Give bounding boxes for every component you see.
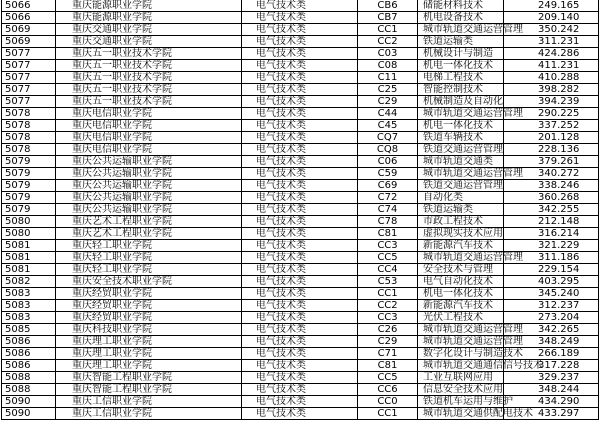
school-name-cell: 重庆艺术工程职业学院: [56, 216, 242, 228]
category-cell: 电气技术类: [242, 60, 358, 72]
score-cell: 209.140: [504, 12, 599, 24]
score-cell: 403.295: [504, 276, 599, 288]
school-name-cell: 重庆五一职业技术学院: [56, 72, 242, 84]
major-name-cell: 数字化设计与制造技术: [418, 348, 504, 360]
table-row: [2, 72, 599, 84]
major-name-cell: 市政工程技术: [418, 216, 504, 228]
major-name-cell: 铁道运输类: [418, 204, 504, 216]
major-name-cell: 电梯工程技术: [418, 72, 504, 84]
table-row: [2, 156, 599, 168]
school-code-cell: 5077: [2, 84, 56, 96]
school-code-cell: 5083: [2, 288, 56, 300]
major-name-cell: 虚拟现实技术应用: [418, 228, 504, 240]
major-code-cell: CC3: [358, 312, 418, 324]
major-name-cell: 城市轨道交通运营管理: [418, 168, 504, 180]
school-code-cell: 5078: [2, 120, 56, 132]
category-cell: 电气技术类: [242, 288, 358, 300]
category-cell: 电气技术类: [242, 372, 358, 384]
major-name-cell: 机电一体化技术: [418, 288, 504, 300]
score-cell: 249.165: [504, 0, 599, 12]
school-name-cell: 重庆公共运输职业学院: [56, 180, 242, 192]
school-name-cell: 重庆工信职业学院: [56, 396, 242, 408]
school-code-cell: 5077: [2, 60, 56, 72]
category-cell: 电气技术类: [242, 84, 358, 96]
category-cell: 电气技术类: [242, 168, 358, 180]
school-name-cell: 重庆经贸职业学院: [56, 300, 242, 312]
school-name-cell: 重庆能源职业学院: [56, 12, 242, 24]
major-code-cell: CC5: [358, 252, 418, 264]
school-code-cell: 5086: [2, 360, 56, 372]
score-cell: 317.228: [504, 360, 599, 372]
school-name-cell: 重庆五一职业技术学院: [56, 84, 242, 96]
category-cell: 电气技术类: [242, 396, 358, 408]
school-name-cell: 重庆智能工程职业学院: [56, 372, 242, 384]
major-name-cell: 城市轨道交通运营管理: [418, 336, 504, 348]
score-cell: 348.249: [504, 336, 599, 348]
major-code-cell: C72: [358, 192, 418, 204]
table-row: [2, 264, 599, 276]
school-name-cell: 重庆电信职业学院: [56, 132, 242, 144]
major-name-cell: 铁道车辆技术: [418, 132, 504, 144]
major-name-cell: 安全技术与管理: [418, 264, 504, 276]
major-name-cell: 电气自动化技术: [418, 276, 504, 288]
school-code-cell: 5079: [2, 192, 56, 204]
school-code-cell: 5086: [2, 336, 56, 348]
table-row: [2, 372, 599, 384]
major-name-cell: 城市轨道交通通信信号技术: [418, 360, 504, 372]
major-code-cell: C59: [358, 168, 418, 180]
major-name-cell: 机电一体化技术: [418, 60, 504, 72]
score-cell: 312.237: [504, 300, 599, 312]
score-cell: 212.148: [504, 216, 599, 228]
school-name-cell: 重庆智能工程职业学院: [56, 384, 242, 396]
table-row: [2, 384, 599, 396]
table-body: [2, 0, 599, 420]
score-cell: 342.255: [504, 204, 599, 216]
school-name-cell: 重庆轻工职业学院: [56, 264, 242, 276]
major-name-cell: 机电一体化技术: [418, 120, 504, 132]
school-code-cell: 5069: [2, 24, 56, 36]
school-code-cell: 5081: [2, 264, 56, 276]
school-name-cell: 重庆科技职业学院: [56, 324, 242, 336]
major-name-cell: 智能控制技术: [418, 84, 504, 96]
score-cell: 337.252: [504, 120, 599, 132]
category-cell: 电气技术类: [242, 144, 358, 156]
category-cell: 电气技术类: [242, 384, 358, 396]
major-code-cell: CC1: [358, 24, 418, 36]
school-code-cell: 5077: [2, 96, 56, 108]
table-row: [2, 120, 599, 132]
school-code-cell: 5078: [2, 132, 56, 144]
major-name-cell: 城市轨道交通运营管理: [418, 108, 504, 120]
major-code-cell: C29: [358, 336, 418, 348]
school-name-cell: 重庆理工职业学院: [56, 336, 242, 348]
school-name-cell: 重庆公共运输职业学院: [56, 204, 242, 216]
school-name-cell: 重庆电信职业学院: [56, 144, 242, 156]
school-code-cell: 5066: [2, 12, 56, 24]
score-cell: 434.290: [504, 396, 599, 408]
major-name-cell: 新能源汽车技术: [418, 240, 504, 252]
score-cell: 228.136: [504, 144, 599, 156]
major-name-cell: 铁道机车运用与维护: [418, 396, 504, 408]
school-code-cell: 5081: [2, 252, 56, 264]
school-name-cell: 重庆工信职业学院: [56, 408, 242, 420]
table-row: [2, 48, 599, 60]
major-code-cell: C78: [358, 216, 418, 228]
school-code-cell: 5079: [2, 204, 56, 216]
school-code-cell: 5082: [2, 276, 56, 288]
major-code-cell: C26: [358, 324, 418, 336]
score-cell: 201.128: [504, 132, 599, 144]
major-name-cell: 新能源汽车技术: [418, 300, 504, 312]
category-cell: 电气技术类: [242, 96, 358, 108]
table-row: [2, 408, 599, 420]
school-name-cell: 重庆经贸职业学院: [56, 312, 242, 324]
table-row: [2, 312, 599, 324]
table-row: [2, 228, 599, 240]
score-cell: 329.237: [504, 372, 599, 384]
school-name-cell: 重庆电信职业学院: [56, 120, 242, 132]
major-code-cell: CC0: [358, 396, 418, 408]
school-code-cell: 5066: [2, 0, 56, 12]
category-cell: 电气技术类: [242, 108, 358, 120]
major-name-cell: 城市轨道交通运营管理: [418, 252, 504, 264]
major-code-cell: C44: [358, 108, 418, 120]
score-cell: 290.225: [504, 108, 599, 120]
major-name-cell: 储能材料技术: [418, 0, 504, 12]
major-code-cell: CC4: [358, 264, 418, 276]
major-name-cell: 城市轨道交通运营管理: [418, 24, 504, 36]
major-name-cell: 城市轨道交通运营管理: [418, 324, 504, 336]
score-cell: 433.297: [504, 408, 599, 420]
table-row: [2, 240, 599, 252]
school-name-cell: 重庆理工职业学院: [56, 360, 242, 372]
major-code-cell: C81: [358, 228, 418, 240]
school-code-cell: 5069: [2, 36, 56, 48]
table-row: [2, 360, 599, 372]
table-row: [2, 36, 599, 48]
major-code-cell: CC1: [358, 408, 418, 420]
table-row: [2, 144, 599, 156]
category-cell: 电气技术类: [242, 348, 358, 360]
school-name-cell: 重庆轻工职业学院: [56, 240, 242, 252]
major-code-cell: CQ8: [358, 144, 418, 156]
school-name-cell: 重庆公共运输职业学院: [56, 156, 242, 168]
table-row: [2, 96, 599, 108]
school-name-cell: 重庆公共运输职业学院: [56, 168, 242, 180]
category-cell: 电气技术类: [242, 156, 358, 168]
score-cell: 338.246: [504, 180, 599, 192]
major-name-cell: 机电设备技术: [418, 12, 504, 24]
major-code-cell: C25: [358, 84, 418, 96]
table-row: [2, 168, 599, 180]
score-cell: 394.239: [504, 96, 599, 108]
category-cell: 电气技术类: [242, 132, 358, 144]
table-row: [2, 336, 599, 348]
score-cell: 348.244: [504, 384, 599, 396]
category-cell: 电气技术类: [242, 324, 358, 336]
score-cell: 311.231: [504, 36, 599, 48]
table-row: [2, 24, 599, 36]
major-code-cell: CC1: [358, 288, 418, 300]
major-code-cell: C81: [358, 360, 418, 372]
category-cell: 电气技术类: [242, 0, 358, 12]
category-cell: 电气技术类: [242, 216, 358, 228]
table-row: [2, 60, 599, 72]
school-code-cell: 5090: [2, 396, 56, 408]
major-code-cell: C74: [358, 204, 418, 216]
table-row: [2, 180, 599, 192]
school-code-cell: 5078: [2, 108, 56, 120]
school-code-cell: 5078: [2, 144, 56, 156]
table-row: [2, 276, 599, 288]
score-cell: 342.265: [504, 324, 599, 336]
school-name-cell: 重庆经贸职业学院: [56, 288, 242, 300]
major-code-cell: CC2: [358, 300, 418, 312]
major-code-cell: C03: [358, 48, 418, 60]
major-code-cell: C69: [358, 180, 418, 192]
major-name-cell: 信息安全技术应用: [418, 384, 504, 396]
score-cell: 360.268: [504, 192, 599, 204]
major-code-cell: CQ7: [358, 132, 418, 144]
admission-score-table: [1, 0, 599, 420]
major-code-cell: C11: [358, 72, 418, 84]
table-row: [2, 216, 599, 228]
score-cell: 345.240: [504, 288, 599, 300]
category-cell: 电气技术类: [242, 276, 358, 288]
category-cell: 电气技术类: [242, 264, 358, 276]
table-row: [2, 0, 599, 12]
table-row: [2, 108, 599, 120]
major-code-cell: CC6: [358, 384, 418, 396]
school-code-cell: 5088: [2, 384, 56, 396]
major-code-cell: C53: [358, 276, 418, 288]
school-name-cell: 重庆能源职业学院: [56, 0, 242, 12]
score-cell: 229.154: [504, 264, 599, 276]
major-name-cell: 铁道运输类: [418, 36, 504, 48]
school-code-cell: 5083: [2, 300, 56, 312]
category-cell: 电气技术类: [242, 192, 358, 204]
school-name-cell: 重庆理工职业学院: [56, 348, 242, 360]
school-name-cell: 重庆五一职业技术学院: [56, 60, 242, 72]
category-cell: 电气技术类: [242, 408, 358, 420]
school-name-cell: 重庆交通职业学院: [56, 24, 242, 36]
major-name-cell: 城市轨道交通供配电技术: [418, 408, 504, 420]
major-name-cell: 机械设计与制造: [418, 48, 504, 60]
school-code-cell: 5080: [2, 228, 56, 240]
school-name-cell: 重庆交通职业学院: [56, 36, 242, 48]
table-row: [2, 204, 599, 216]
table-row: [2, 192, 599, 204]
category-cell: 电气技术类: [242, 24, 358, 36]
school-name-cell: 重庆公共运输职业学院: [56, 192, 242, 204]
table-row: [2, 132, 599, 144]
table-row: [2, 288, 599, 300]
school-name-cell: 重庆安全技术职业学院: [56, 276, 242, 288]
major-name-cell: 光伏工程技术: [418, 312, 504, 324]
score-cell: 340.272: [504, 168, 599, 180]
school-code-cell: 5086: [2, 348, 56, 360]
score-cell: 311.186: [504, 252, 599, 264]
major-name-cell: 铁道交通运营管理: [418, 180, 504, 192]
category-cell: 电气技术类: [242, 120, 358, 132]
category-cell: 电气技术类: [242, 252, 358, 264]
category-cell: 电气技术类: [242, 204, 358, 216]
score-cell: 410.288: [504, 72, 599, 84]
category-cell: 电气技术类: [242, 360, 358, 372]
school-name-cell: 重庆五一职业技术学院: [56, 48, 242, 60]
school-code-cell: 5077: [2, 48, 56, 60]
major-name-cell: 机械制造及自动化: [418, 96, 504, 108]
table-row: [2, 12, 599, 24]
major-code-cell: CC2: [358, 36, 418, 48]
table-row: [2, 300, 599, 312]
school-code-cell: 5080: [2, 216, 56, 228]
category-cell: 电气技术类: [242, 12, 358, 24]
score-cell: 273.204: [504, 312, 599, 324]
table-row: [2, 324, 599, 336]
school-name-cell: 重庆五一职业技术学院: [56, 96, 242, 108]
table-row: [2, 84, 599, 96]
school-code-cell: 5085: [2, 324, 56, 336]
major-name-cell: 城市轨道交通类: [418, 156, 504, 168]
major-name-cell: 铁道交通运营管理: [418, 144, 504, 156]
school-code-cell: 5083: [2, 312, 56, 324]
category-cell: 电气技术类: [242, 48, 358, 60]
major-name-cell: 工业互联网应用: [418, 372, 504, 384]
score-cell: 398.282: [504, 84, 599, 96]
major-code-cell: CC3: [358, 240, 418, 252]
table-row: [2, 348, 599, 360]
school-code-cell: 5090: [2, 408, 56, 420]
score-cell: 266.189: [504, 348, 599, 360]
school-code-cell: 5079: [2, 156, 56, 168]
category-cell: 电气技术类: [242, 300, 358, 312]
category-cell: 电气技术类: [242, 312, 358, 324]
school-name-cell: 重庆轻工职业学院: [56, 252, 242, 264]
table-row: [2, 396, 599, 408]
school-code-cell: 5081: [2, 240, 56, 252]
major-code-cell: CC5: [358, 372, 418, 384]
school-code-cell: 5088: [2, 372, 56, 384]
category-cell: 电气技术类: [242, 228, 358, 240]
table-row: [2, 252, 599, 264]
school-code-cell: 5077: [2, 72, 56, 84]
major-code-cell: C06: [358, 156, 418, 168]
major-code-cell: C45: [358, 120, 418, 132]
score-cell: 411.231: [504, 60, 599, 72]
category-cell: 电气技术类: [242, 336, 358, 348]
school-code-cell: 5079: [2, 180, 56, 192]
score-cell: 350.242: [504, 24, 599, 36]
category-cell: 电气技术类: [242, 36, 358, 48]
major-code-cell: C08: [358, 60, 418, 72]
major-code-cell: C29: [358, 96, 418, 108]
major-code-cell: C71: [358, 348, 418, 360]
score-cell: 379.261: [504, 156, 599, 168]
score-cell: 424.286: [504, 48, 599, 60]
school-name-cell: 重庆艺术工程职业学院: [56, 228, 242, 240]
major-code-cell: CB6: [358, 0, 418, 12]
school-name-cell: 重庆电信职业学院: [56, 108, 242, 120]
major-name-cell: 自动化类: [418, 192, 504, 204]
major-code-cell: CB7: [358, 12, 418, 24]
school-code-cell: 5079: [2, 168, 56, 180]
category-cell: 电气技术类: [242, 72, 358, 84]
score-cell: 321.229: [504, 240, 599, 252]
category-cell: 电气技术类: [242, 180, 358, 192]
score-cell: 316.214: [504, 228, 599, 240]
category-cell: 电气技术类: [242, 240, 358, 252]
